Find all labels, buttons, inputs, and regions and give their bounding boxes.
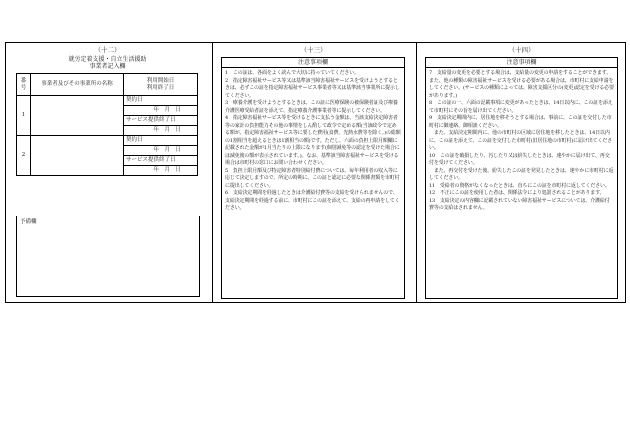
page-number-13: （十三） — [300, 46, 327, 54]
page-number-12: （十二） — [94, 46, 121, 54]
contract-date-field-2[interactable]: 年 月 日 — [124, 146, 198, 156]
service-end-label-2: サービス提供終了日 — [124, 156, 198, 166]
notes-box-14 — [425, 57, 618, 299]
row-number-2: 2 — [17, 136, 31, 176]
remarks-label: 予備欄 — [20, 219, 37, 225]
provider-name-cell-1[interactable] — [31, 96, 124, 136]
service-end-label-1: サービス提供終了日 — [124, 116, 198, 126]
contract-date-field-1[interactable]: 年 月 日 — [124, 106, 198, 116]
remarks-box[interactable] — [16, 216, 200, 297]
contract-date-label-2: 契約日 — [124, 136, 198, 146]
service-end-field-1[interactable]: 年 月 日 — [124, 126, 198, 136]
header-number: 番号 — [17, 74, 31, 96]
provider-name-cell-2[interactable] — [31, 136, 124, 176]
provider-entry-heading: 事業者記入欄 — [89, 63, 126, 70]
header-dates — [124, 74, 198, 96]
row-number-1: 1 — [17, 96, 31, 136]
contract-date-label-1: 契約日 — [124, 96, 198, 106]
certificate-sheet — [5, 42, 626, 303]
provider-entry-column — [6, 43, 209, 302]
service-heading: 就労定着支援・自立生活援助 — [68, 56, 147, 63]
page-number-14: （十四） — [508, 46, 535, 54]
notes-title-13: 注意事項欄 — [222, 58, 404, 68]
notes-column-14 — [416, 43, 626, 302]
notes-title-14: 注意事項欄 — [426, 58, 617, 68]
service-end-field-2[interactable]: 年 月 日 — [124, 166, 198, 176]
header-start-date: 利用開始日 — [146, 78, 175, 84]
notes-text-14: 7 支給量の変更を必要とする場合は、支給量の変更の申請をすることができます。また、他の種類の障害福祉サービスを受ける必要がある場合は、市町村に支給申請をしてください。(サービスの種類によっては、障害支援区分の(変更)認定を受ける必要があります。) 8 この証の一、六面の記載事項に変更があったときは、14日以内に、この証を添えて市町村にその旨を届け出てください。 9 支給決定期間内に、居住地を移そうとする場合は、事前に、この証を交付した市町村に御連絡、御相談ください。 また、支給決定期間内に、他の市町村の区域に居住地を移したときは、14日以内に、この証を添えて、この証を交付した市町村(旧居住地の市町村)に届け出てください。 10 この証を破損したり、汚したり又は紛失したときは、速やかに届け出て、再交付を受けてください。 また、再交付を受けた後、紛失したこの証を発見したときは、速やかに市町村に返してください。 11 受給者の資格がなくなったときは、直ちにこの証を市町村に返してください。 12 不正にこの証を使用した者は、関係法令により処罰されることがあります。 13 支給決定の内容欄に記載されていない障害福祉サービスについては、介護給付費等の支給はされません。 — [429, 70, 614, 211]
notes-box-13 — [221, 57, 405, 299]
header-provider-name: 事業者及びその事業所の名称 — [31, 74, 124, 96]
provider-table — [16, 73, 198, 176]
header-end-date: 利用終了日 — [146, 84, 175, 91]
notes-column-13 — [212, 43, 414, 302]
notes-text-13: 1 この証は、各面をよく読んで大切に持っていてください。 2 指定障害福祉サービス等又は基準該当障害福祉サービスを受けようとするときは、必ずこの証を指定障害福祉サービス事業者等又は基準該当事業所に提示してください。 3 療養介護を受けようとするときは、この証に医療保険の被保険者証及び療養介護医療受給者証を添えて、指定療養介護事業者等に提示してください。 4 指定障害福祉サービス等を受けるときに支払う金額は、当該支給決定障害者等の家計の負担能力その他の事情をしん酌して政令で定める額(当該政令で定める額が、指定障害福祉サービス等に要した費用(食費、光熱水費等を除く。)の総額の1割相当を超えるときは1割相当の額)です。ただし、六面の負担上限月額欄に記載された金額が1月当たりの上限になります(個別減免等の認定を受けた場合には減免後の額が表示されています。)。なお、基準該当障害福祉サービスを受ける場合は市町村の窓口にお問い合わせください。 5 負担上限月額及び特定障害者特別給付費については、毎年利用者の収入等に応じて決定しますので、所定の時期に、この証と認定に必要な関係書類を市町村に提出してください。 6 支給決定期間を経過したときは介護給付費等の支給を受けられませんので、支給決定期間を経過する前に、市町村にこの証を添えて、支給の再申請をしてください。 — [225, 70, 401, 211]
